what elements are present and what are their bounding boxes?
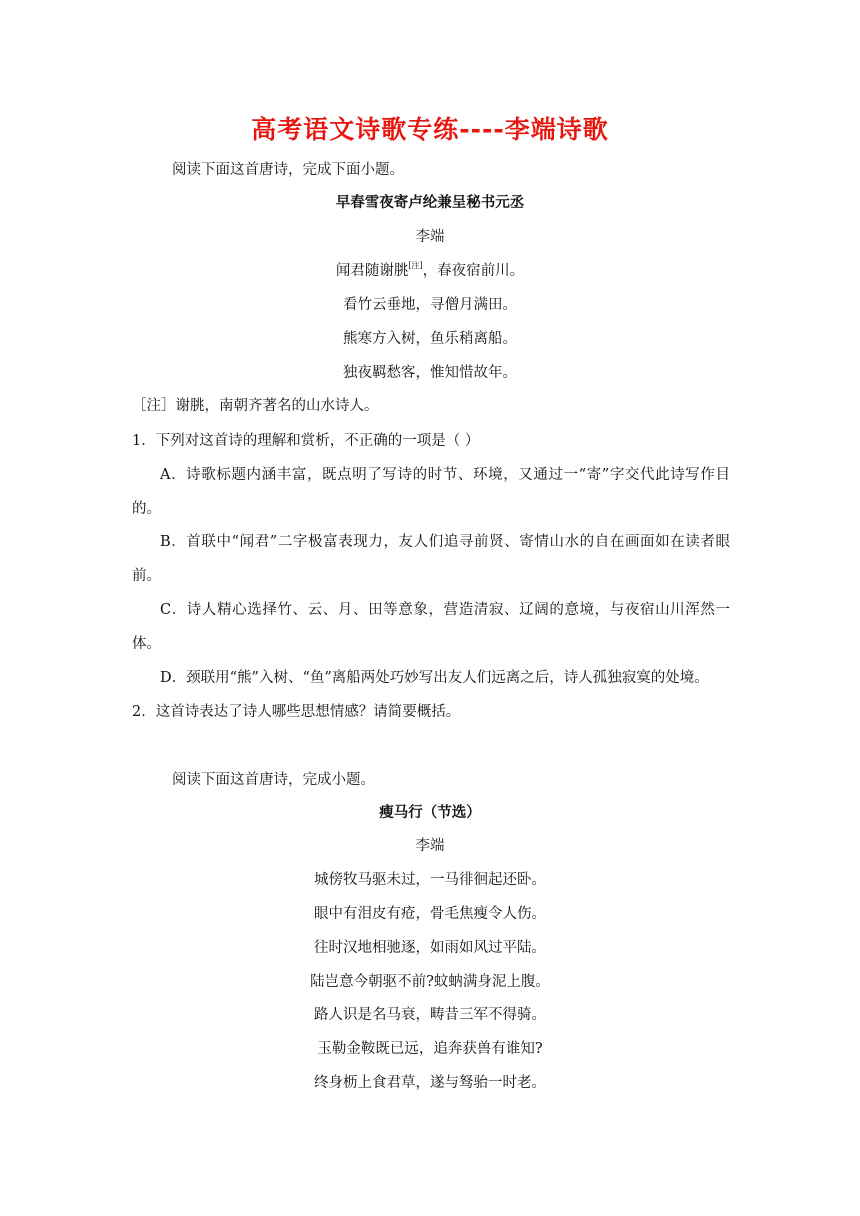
poem1-line-4: 独夜羁愁客，惟知惜故年。	[343, 365, 517, 381]
poem2-line: 路人识是名马衰，畴昔三军不得骑。	[314, 1007, 546, 1023]
option-c-line-2: 体。	[132, 636, 161, 652]
poem1-line-1-a: 闻君随谢朓	[335, 263, 409, 279]
poem2-line: 陆岂意今朝驱不前?蚊蚋满身泥上腹。	[310, 974, 550, 990]
poem1-line-1	[0, 259, 860, 280]
section2-intro: 阅读下面这首唐诗，完成小题。	[172, 772, 375, 788]
poem1-author: 李端	[415, 229, 445, 245]
poem1-line-1-b: ，春夜宿前川。	[422, 263, 525, 279]
poem1-title: 早春雪夜寄卢纶兼呈秘书元丞	[335, 194, 525, 211]
poem1-line-2: 看竹云垂地，寻僧月满田。	[343, 297, 517, 313]
poem2-line: 城傍牧马驱未过，一马徘徊起还卧。	[314, 872, 546, 888]
poem2-line: 往时汉地相驰逐，如雨如风过平陆。	[314, 940, 546, 956]
footnote-marker: [注]	[408, 261, 423, 270]
question-1: 1．下列对这首诗的理解和赏析，不正确的一项是（ ）	[132, 433, 480, 449]
poem2-author: 李端	[415, 838, 445, 854]
poem2-title: 瘦马行（节选）	[379, 804, 481, 821]
poem2-line: 眼中有泪皮有疮，骨毛焦瘦令人伤。	[314, 906, 546, 922]
poem2-line: 玉勒金鞍既已远，追奔获兽有谁知?	[317, 1041, 543, 1057]
option-d: D．颈联用“熊”入树、“鱼”离船两处巧妙写出友人们远离之后，诗人孤独寂寞的处境。	[160, 670, 709, 686]
document-title: 高考语文诗歌专练----李端诗歌	[251, 115, 609, 144]
section1-intro: 阅读下面这首唐诗，完成下面小题。	[172, 162, 404, 178]
option-b-line-1: B．首联中“闻君”二字极富表现力，友人们追寻前贤、寄情山水的自在画面如在读者眼	[160, 534, 730, 550]
poem1-note: ［注］谢朓，南朝齐著名的山水诗人。	[132, 398, 379, 414]
option-a-line-2: 的。	[132, 501, 161, 517]
option-b-line-2: 前。	[132, 568, 161, 584]
poem1-line-3: 熊寒方入树，鱼乐稍离船。	[343, 331, 517, 347]
poem2-line: 终身枥上食君草，遂与驽骀一时老。	[314, 1075, 546, 1091]
question-2: 2．这首诗表达了诗人哪些思想情感？请简要概括。	[132, 704, 461, 720]
option-c-line-1: C．诗人精心选择竹、云、月、田等意象，营造清寂、辽阔的意境，与夜宿山川浑然一	[160, 602, 730, 618]
option-a-line-1: A．诗歌标题内涵丰富，既点明了写诗的时节、环境，又通过一“寄”字交代此诗写作目	[160, 467, 730, 483]
